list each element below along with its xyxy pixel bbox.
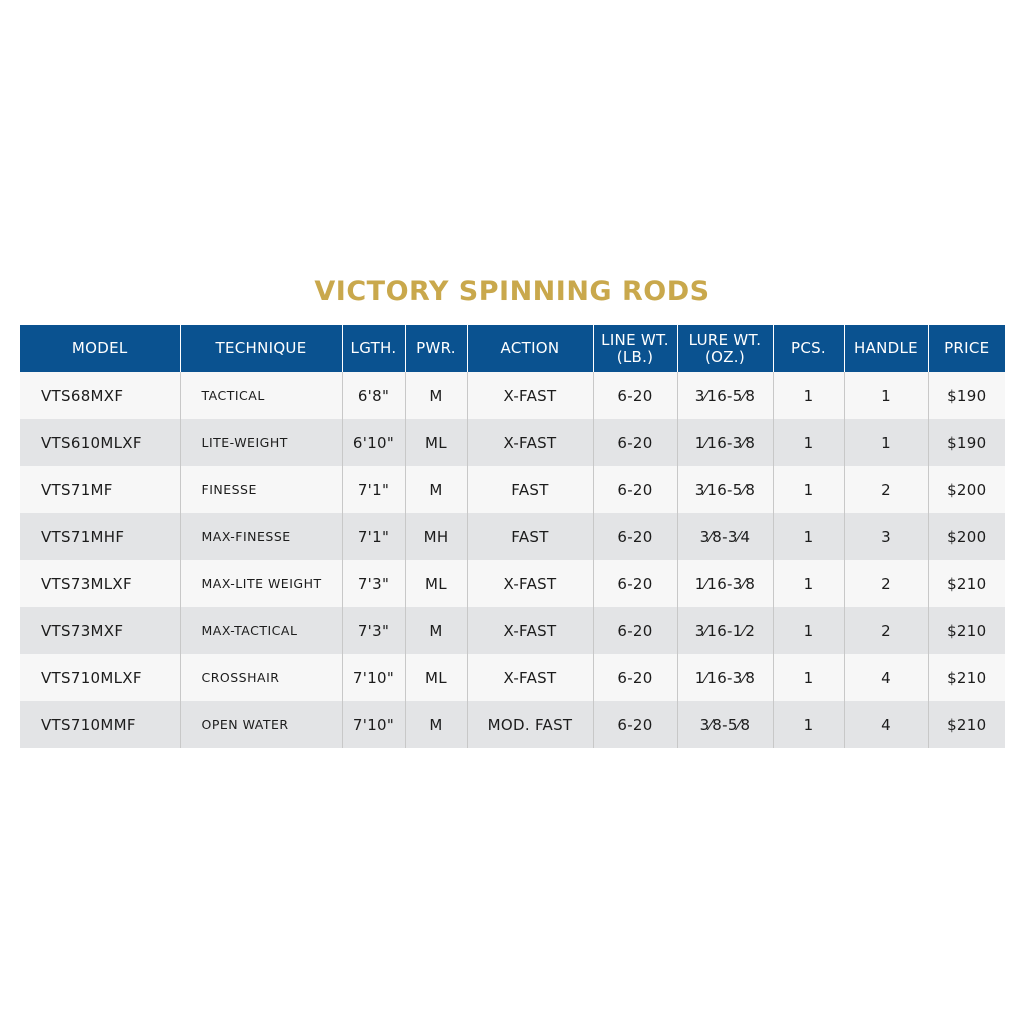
table-row: [20, 607, 1005, 654]
cell-lure-weight: 1⁄16-3⁄8: [677, 419, 773, 466]
cell-technique: OPEN WATER: [180, 701, 342, 748]
table-header-row: [20, 325, 1005, 372]
cell-price: $200: [928, 466, 1005, 513]
cell-length: 7'10": [342, 701, 405, 748]
column-header-technique: TECHNIQUE: [180, 325, 342, 372]
cell-power: M: [405, 607, 467, 654]
table-row: [20, 513, 1005, 560]
cell-handle: 4: [844, 701, 928, 748]
table-row: [20, 372, 1005, 419]
cell-handle: 2: [844, 560, 928, 607]
cell-power: M: [405, 372, 467, 419]
cell-pieces: 1: [773, 654, 844, 701]
cell-price: $210: [928, 701, 1005, 748]
table-row: [20, 466, 1005, 513]
cell-model: VTS710MLXF: [20, 654, 180, 701]
cell-model: VTS71MHF: [20, 513, 180, 560]
cell-line-weight: 6-20: [593, 607, 677, 654]
cell-action: FAST: [467, 466, 593, 513]
cell-price: $200: [928, 513, 1005, 560]
cell-line-weight: 6-20: [593, 513, 677, 560]
column-header-model: MODEL: [20, 325, 180, 372]
cell-power: ML: [405, 560, 467, 607]
cell-power: M: [405, 466, 467, 513]
cell-technique: MAX-FINESSE: [180, 513, 342, 560]
cell-action: X-FAST: [467, 607, 593, 654]
cell-lure-weight: 3⁄16-5⁄8: [677, 466, 773, 513]
cell-handle: 3: [844, 513, 928, 560]
cell-action: X-FAST: [467, 654, 593, 701]
cell-price: $210: [928, 654, 1005, 701]
cell-technique: TACTICAL: [180, 372, 342, 419]
cell-length: 7'1": [342, 466, 405, 513]
cell-length: 7'3": [342, 607, 405, 654]
cell-handle: 2: [844, 607, 928, 654]
cell-model: VTS71MF: [20, 466, 180, 513]
cell-line-weight: 6-20: [593, 419, 677, 466]
cell-price: $210: [928, 607, 1005, 654]
cell-model: VTS610MLXF: [20, 419, 180, 466]
table-row: [20, 560, 1005, 607]
cell-line-weight: 6-20: [593, 466, 677, 513]
column-header-power: PWR.: [405, 325, 467, 372]
cell-line-weight: 6-20: [593, 560, 677, 607]
cell-lure-weight: 3⁄16-5⁄8: [677, 372, 773, 419]
cell-handle: 4: [844, 654, 928, 701]
page-title: VICTORY SPINNING RODS: [314, 276, 710, 307]
cell-lure-weight: 1⁄16-3⁄8: [677, 654, 773, 701]
cell-price: $190: [928, 419, 1005, 466]
cell-lure-weight: 3⁄8-3⁄4: [677, 513, 773, 560]
cell-pieces: 1: [773, 701, 844, 748]
cell-power: ML: [405, 654, 467, 701]
cell-model: VTS73MLXF: [20, 560, 180, 607]
cell-technique: MAX-LITE WEIGHT: [180, 560, 342, 607]
cell-handle: 1: [844, 372, 928, 419]
cell-power: MH: [405, 513, 467, 560]
cell-pieces: 1: [773, 419, 844, 466]
cell-lure-weight: 3⁄8-5⁄8: [677, 701, 773, 748]
column-header-action: ACTION: [467, 325, 593, 372]
cell-pieces: 1: [773, 372, 844, 419]
column-header-line-weight: LINE WT. (LB.): [593, 325, 677, 372]
cell-price: $210: [928, 560, 1005, 607]
cell-model: VTS73MXF: [20, 607, 180, 654]
table-row: [20, 701, 1005, 748]
cell-length: 7'10": [342, 654, 405, 701]
cell-pieces: 1: [773, 607, 844, 654]
cell-action: FAST: [467, 513, 593, 560]
cell-technique: MAX-TACTICAL: [180, 607, 342, 654]
cell-price: $190: [928, 372, 1005, 419]
column-header-length: LGTH.: [342, 325, 405, 372]
cell-lure-weight: 3⁄16-1⁄2: [677, 607, 773, 654]
cell-technique: LITE-WEIGHT: [180, 419, 342, 466]
cell-model: VTS710MMF: [20, 701, 180, 748]
cell-handle: 2: [844, 466, 928, 513]
cell-power: M: [405, 701, 467, 748]
cell-length: 6'8": [342, 372, 405, 419]
column-header-lure-weight: LURE WT. (OZ.): [677, 325, 773, 372]
cell-lure-weight: 1⁄16-3⁄8: [677, 560, 773, 607]
cell-technique: FINESSE: [180, 466, 342, 513]
column-header-price: PRICE: [928, 325, 1005, 372]
cell-handle: 1: [844, 419, 928, 466]
cell-length: 7'1": [342, 513, 405, 560]
cell-model: VTS68MXF: [20, 372, 180, 419]
cell-pieces: 1: [773, 513, 844, 560]
cell-line-weight: 6-20: [593, 654, 677, 701]
cell-length: 6'10": [342, 419, 405, 466]
cell-action: X-FAST: [467, 419, 593, 466]
column-header-pieces: PCS.: [773, 325, 844, 372]
cell-pieces: 1: [773, 560, 844, 607]
cell-length: 7'3": [342, 560, 405, 607]
cell-pieces: 1: [773, 466, 844, 513]
cell-action: MOD. FAST: [467, 701, 593, 748]
cell-technique: CROSSHAIR: [180, 654, 342, 701]
cell-line-weight: 6-20: [593, 372, 677, 419]
spec-table: [20, 325, 1005, 748]
column-header-handle: HANDLE: [844, 325, 928, 372]
table-row: [20, 654, 1005, 701]
cell-action: X-FAST: [467, 372, 593, 419]
cell-action: X-FAST: [467, 560, 593, 607]
cell-power: ML: [405, 419, 467, 466]
cell-line-weight: 6-20: [593, 701, 677, 748]
table-row: [20, 419, 1005, 466]
